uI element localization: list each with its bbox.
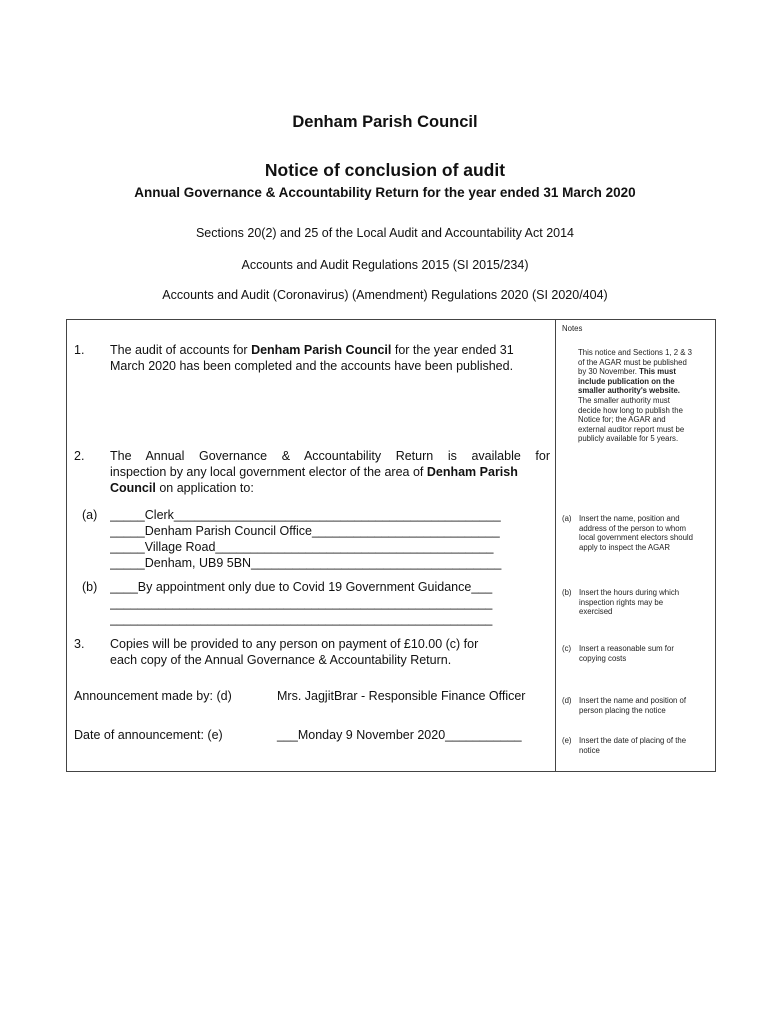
regulation-line: Sections 20(2) and 25 of the Local Audit and Accountability Act 2014 bbox=[195, 226, 575, 240]
note-e: Insert the date of placing of the notice bbox=[579, 736, 687, 755]
item-number: 1. bbox=[74, 343, 85, 357]
notes-intro: This notice and Sections 1, 2 & 3 of the AGAR must be published by 30 November. This must include publication on the smaller authority's website. The smaller authority must decide how long to publish the Notice for; the AGAR and external auditor report must be publicly available for 5 years. bbox=[578, 348, 692, 444]
inspection-contact: _____Clerk_______________________________________________ _____Denham Parish Council Office___________________________ _____Village Road________________________________________ _____Denham, UB9 5BN____________________________________ bbox=[110, 508, 502, 570]
notes-heading: Notes bbox=[562, 324, 583, 333]
note-a: Insert the name, position and address of the person to whom local government electors should apply to inspect the AGAR bbox=[579, 514, 693, 552]
announcement-value: Mrs. JagjitBrar - Responsible Finance Officer bbox=[277, 689, 526, 703]
note-c: Insert a reasonable sum for copying costs bbox=[579, 644, 674, 663]
notice-title: Notice of conclusion of audit bbox=[264, 160, 506, 180]
inspection-hours: ____By appointment only due to Covid 19 Government Guidance___ _______________________________________________________ _______________________________________________________ bbox=[110, 580, 493, 626]
regulation-line: Accounts and Audit Regulations 2015 (SI 2015/234) bbox=[241, 258, 529, 272]
date-label: Date of announcement: (e) bbox=[74, 728, 223, 742]
item2-text: The Annual Governance & Accountability Return is available for inspection by any local government elector of the area of Denham Parish Council on application to: bbox=[110, 449, 550, 495]
council-name: Denham Parish Council bbox=[292, 113, 478, 131]
item-a-tag: (a) bbox=[82, 508, 98, 522]
item-number: 2. bbox=[74, 449, 85, 463]
item3-text: Copies will be provided to any person on payment of £10.00 (c) for each copy of the Annual Governance & Accountability Return. bbox=[110, 637, 479, 667]
note-b: Insert the hours during which inspection rights may be exercised bbox=[579, 588, 680, 617]
note-c-tag: (c) bbox=[562, 644, 572, 653]
regulation-line: Accounts and Audit (Coronavirus) (Amendment) Regulations 2020 (SI 2020/404) bbox=[162, 288, 608, 302]
announcement-label: Announcement made by: (d) bbox=[74, 689, 232, 703]
date-value: ___Monday 9 November 2020___________ bbox=[277, 728, 522, 742]
note-d-tag: (d) bbox=[562, 696, 572, 705]
note-a-tag: (a) bbox=[562, 514, 572, 523]
note-d: Insert the name and position of person placing the notice bbox=[579, 696, 687, 715]
item-b-tag: (b) bbox=[82, 580, 98, 594]
note-b-tag: (b) bbox=[562, 588, 572, 597]
notes-divider bbox=[555, 319, 556, 772]
note-e-tag: (e) bbox=[562, 736, 572, 745]
item1-text: The audit of accounts for Denham Parish Council for the year ended 31 March 2020 has been completed and the accounts have been published. bbox=[110, 343, 514, 373]
agar-title: Annual Governance & Accountability Return for the year ended 31 March 2020 bbox=[134, 185, 636, 200]
item-number: 3. bbox=[74, 637, 85, 651]
